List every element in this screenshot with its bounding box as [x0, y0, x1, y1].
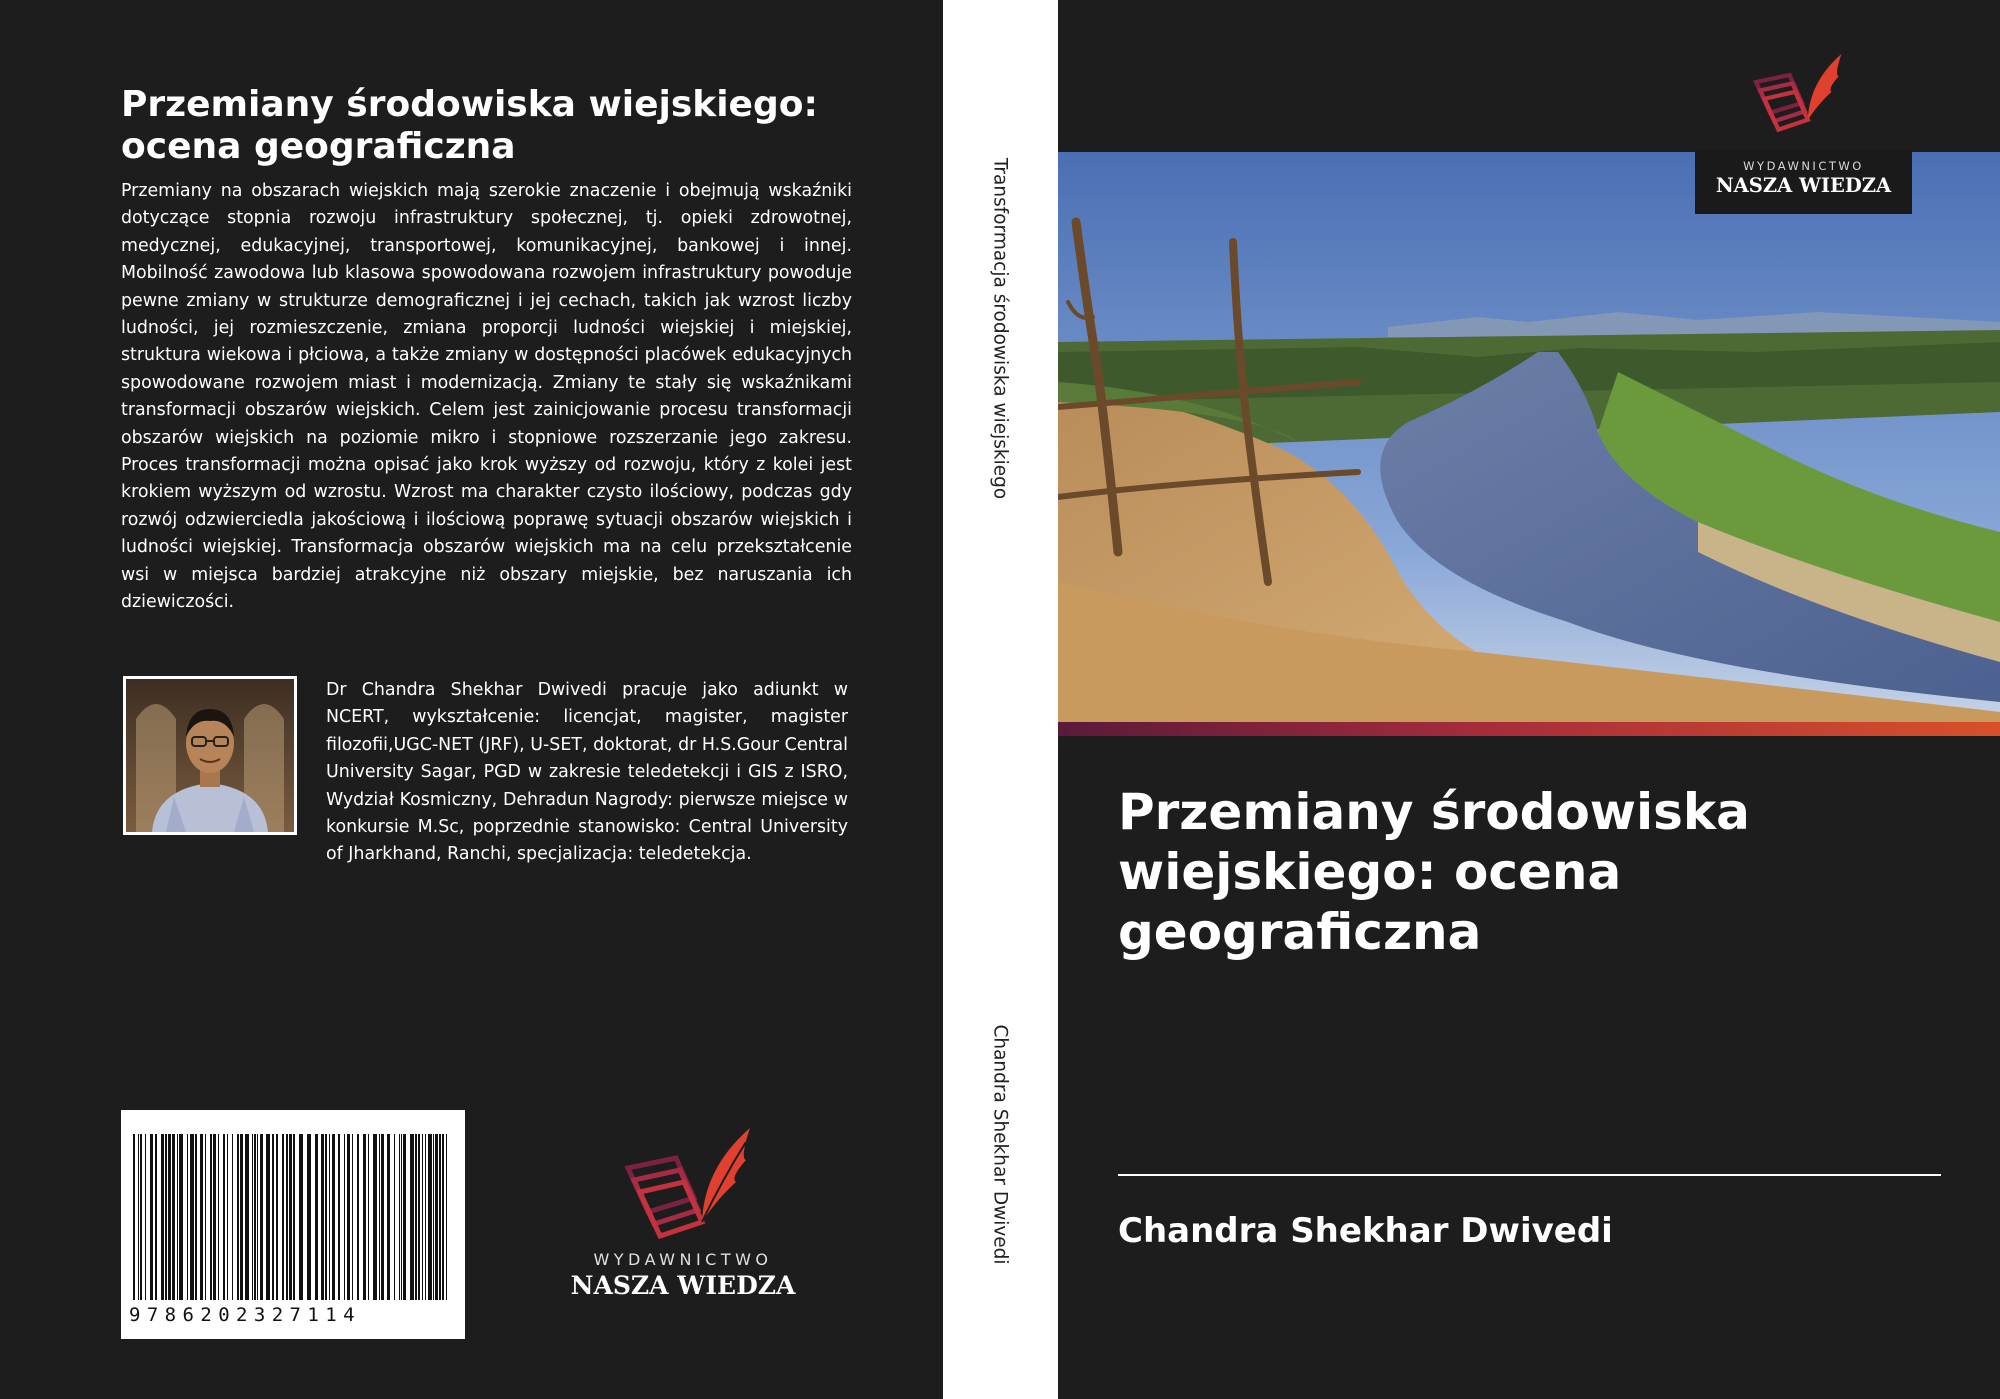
- barcode-bar: [240, 1134, 243, 1300]
- barcode-bar: [381, 1134, 384, 1300]
- book-feather-logo-icon: [566, 1122, 800, 1247]
- barcode-bar: [232, 1134, 233, 1300]
- front-cover: [1058, 0, 2000, 1399]
- publisher-name-front: NASZA WIEDZA: [1715, 174, 1892, 197]
- spine-author: Chandra Shekhar Dwivedi: [989, 1024, 1011, 1265]
- barcode-bar: [401, 1134, 402, 1300]
- front-cover-title: Przemiany środowiska wiejskiego: ocena geograficzna: [1118, 783, 1750, 961]
- barcode-bar: [213, 1134, 216, 1300]
- barcode-bar: [133, 1134, 135, 1300]
- author-portrait-image: [126, 679, 294, 832]
- barcode-bar: [399, 1134, 400, 1300]
- publisher-name: NASZA WIEDZA: [570, 1271, 796, 1300]
- barcode-bar: [200, 1134, 203, 1300]
- barcode-bar: [276, 1134, 278, 1300]
- barcode-bar: [179, 1134, 183, 1300]
- barcode-bar: [410, 1134, 414, 1300]
- barcode-bar: [218, 1134, 219, 1300]
- barcode-bar: [368, 1134, 369, 1300]
- barcode-bar: [425, 1134, 426, 1300]
- barcode-bar: [442, 1134, 444, 1300]
- barcode-bar: [439, 1134, 441, 1300]
- spine-title: Transformacja środowiska wiejskiego: [989, 157, 1011, 500]
- back-cover-blurb: Przemiany na obszarach wiejskich mają szerokie znaczenie i obejmują wskaźniki dotyczące stopnia rozwoju infrastruktury społecznej, tj. opieki zdrowotnej, medycznej, edukacyjnej, transportowej, komunikacyjnej, bankowej i innej. Mobilność zawodowa lub klasowa spowodowana rozwojem infrastruktury powoduje pewne zmiany w strukturze demograficznej i jej cechach, takich jak wzrost liczby ludności, jej rozmieszczenie, zmiana proporcji ludności wiejskiej i miejskiej, struktura wiekowa i płciowa, a także zmiany w dostępności placówek edukacyjnych spowodowane rozwojem miast i modernizacją. Zmiany te stały się wskaźnikami transformacji obszarów wiejskich. Celem jest zainicjowanie procesu transformacji obszarów wiejskich na poziomie mikro i stopniowe rozszerzanie jego zakresu. Proces transformacji można opisać jako krok wyższy od rozwoju, który z kolei jest krokiem wyższym od wzrostu. Wzrost ma charakter czysto ilościowy, podczas gdy rozwój odzwierciedla jakościową i ilościową poprawę sytuacji obszarów wiejskich i ludności wiejskiej. Transformacja obszarów wiejskich ma na celu przekształcenie wsi w miejsca bardziej atrakcyjne niż obszary miejskie, bez naruszania ich dziewiczości.: [121, 181, 852, 613]
- front-cover-author: Chandra Shekhar Dwivedi: [1118, 1211, 1613, 1251]
- barcode-bar: [257, 1134, 258, 1300]
- barcode-digits: 9786202327114: [129, 1304, 361, 1326]
- barcode-bar: [321, 1134, 324, 1300]
- barcode-bar: [387, 1134, 390, 1300]
- barcode-bar: [435, 1134, 438, 1300]
- barcode-bar: [237, 1134, 239, 1300]
- barcode-bar: [187, 1134, 188, 1300]
- barcode-bar: [403, 1134, 406, 1300]
- barcode-bar: [363, 1134, 366, 1300]
- barcode-bar: [373, 1134, 377, 1300]
- barcode-bars: [131, 1134, 455, 1300]
- barcode-bar: [254, 1134, 256, 1300]
- barcode-bar: [293, 1134, 295, 1300]
- barcode-bar: [140, 1134, 142, 1300]
- barcode-bar: [338, 1134, 340, 1300]
- book-feather-logo-icon-small: [1741, 52, 1866, 152]
- barcode-bar: [272, 1134, 274, 1300]
- publisher-small-label-front: WYDAWNICTWO: [1743, 159, 1864, 173]
- barcode-bar: [205, 1134, 206, 1300]
- barcode-bar: [446, 1134, 447, 1300]
- barcode-bar: [155, 1134, 157, 1300]
- barcode-bar: [172, 1134, 175, 1300]
- barcode-bar: [286, 1134, 288, 1300]
- barcode-bar: [168, 1134, 171, 1300]
- barcode-bar: [210, 1134, 212, 1300]
- publisher-logo-front: [1695, 150, 1912, 214]
- barcode-bar: [352, 1134, 353, 1300]
- barcode-bar: [223, 1134, 225, 1300]
- barcode-bar: [415, 1134, 417, 1300]
- barcode-bar: [329, 1134, 330, 1300]
- barcode-bar: [165, 1134, 167, 1300]
- barcode-bar: [177, 1134, 178, 1300]
- barcode-bar: [150, 1134, 153, 1300]
- barcode-bar: [315, 1134, 318, 1300]
- author-bio: Dr Chandra Shekhar Dwivedi pracuje jako adiunkt w NCERT, wykształcenie: licencjat, magister, magister filozofii,UGC-NET (JRF), U-SET, doktorat, dr H.S.Gour Central University Sagar, PGD w zakresie teledetekcji i GIS z ISRO, Wydział Kosmiczny, Dehradun Nagrody: pierwsze miejsce w konkursie M.Sc, poprzednie stanowisko: Central University of Jharkhand, Ranchi, specjalizacja: teledetekcja.: [326, 680, 848, 865]
- barcode-bar: [245, 1134, 249, 1300]
- publisher-logo-back: [566, 1122, 800, 1302]
- book-spine: [943, 0, 1058, 1399]
- barcode-bar: [190, 1134, 194, 1300]
- barcode-bar: [379, 1134, 380, 1300]
- barcode-bar: [394, 1134, 395, 1300]
- barcode-bar: [357, 1134, 359, 1300]
- barcode-bar: [325, 1134, 327, 1300]
- barcode-bar: [138, 1134, 139, 1300]
- barcode-bar: [332, 1134, 335, 1300]
- barcode-bar: [299, 1134, 303, 1300]
- barcode-bar: [422, 1134, 423, 1300]
- barcode-bar: [252, 1134, 253, 1300]
- barcode-bar: [347, 1134, 350, 1300]
- barcode-bar: [161, 1134, 164, 1300]
- barcode-bar: [227, 1134, 228, 1300]
- back-cover: [0, 0, 943, 1399]
- river-landscape-image: [1058, 152, 2000, 722]
- barcode-bar: [433, 1134, 434, 1300]
- barcode-bar: [260, 1134, 263, 1300]
- back-cover-title: Przemiany środowiska wiejskiego: ocena geograficzna: [121, 84, 818, 167]
- author-photo: [123, 676, 297, 835]
- barcode-bar: [418, 1134, 420, 1300]
- publisher-small-label: WYDAWNICTWO: [593, 1250, 773, 1269]
- accent-stripe: [1058, 722, 2000, 736]
- barcode-bar: [344, 1134, 345, 1300]
- barcode-bar: [307, 1134, 311, 1300]
- barcode-bar: [289, 1134, 292, 1300]
- barcode-bar: [428, 1134, 432, 1300]
- barcode-bar: [282, 1134, 284, 1300]
- barcode-bar: [145, 1134, 146, 1300]
- barcode-bar: [195, 1134, 197, 1300]
- isbn-barcode: [121, 1110, 465, 1339]
- barcode-bar: [266, 1134, 270, 1300]
- divider-rule: [1118, 1174, 1941, 1176]
